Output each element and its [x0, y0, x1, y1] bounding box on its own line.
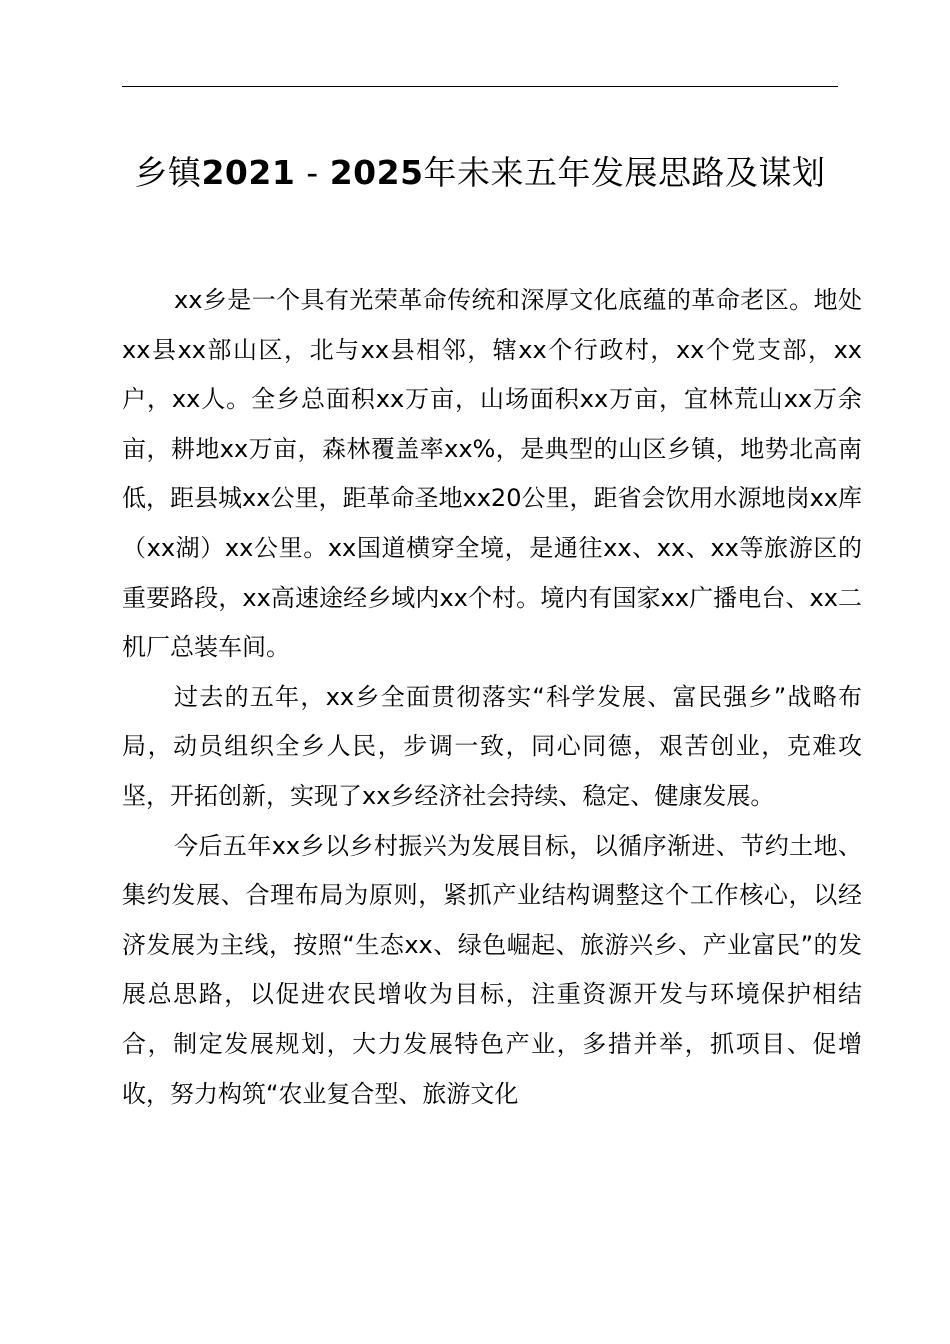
paragraph-next-five-years: 今后五年xx乡以乡村振兴为发展目标，以循序渐进、节约土地、集约发展、合理布局为原则，紧抓产业结构调整这个工作核心，以经济发展为主线，按照“生态xx、绿色崛起、旅游兴乡、产业富民”的发展总思路，以促进农民增收为目标，注重资源开发与环境保护相结合，制定发展规划，大力发展特色产业，多措并举，抓项目、促增收，努力构筑“农业复合型、旅游文化	[122, 831, 862, 1108]
title-suffix: 年未来五年发展思路及谋划	[423, 153, 826, 192]
title-year-end: 2025	[329, 153, 424, 192]
document-body	[122, 276, 862, 1119]
title-prefix: 乡镇	[134, 153, 202, 192]
title-year-start: 2021	[201, 153, 296, 192]
header-rule	[122, 86, 838, 87]
paragraph-past-five-years: 过去的五年，xx乡全面贯彻落实“科学发展、富民强乡”战略布局，动员组织全乡人民，步调一致，同心同德，艰苦创业，克难攻坚，开拓创新，实现了xx乡经济社会持续、稳定、健康发展。	[122, 682, 862, 810]
title-dash: -	[295, 153, 330, 192]
page-title	[118, 148, 842, 198]
paragraph-overview: xx乡是一个具有光荣革命传统和深厚文化底蕴的革命老区。地处xx县xx部山区，北与xx县相邻，辖xx个行政村，xx个党支部，xx户，xx人。全乡总面积xx万亩，山场面积xx万亩，宜林荒山xx万余亩，耕地xx万亩，森林覆盖率xx%，是典型的山区乡镇，地势北高南低，距县城xx公里，距革命圣地xx20公里，距省会饮用水源地岗xx库（xx湖）xx公里。xx国道横穿全境，是通往xx、xx、xx等旅游区的重要路段，xx高速途经乡域内xx个村。境内有国家xx广播电台、xx二机厂总装车间。	[122, 286, 862, 662]
